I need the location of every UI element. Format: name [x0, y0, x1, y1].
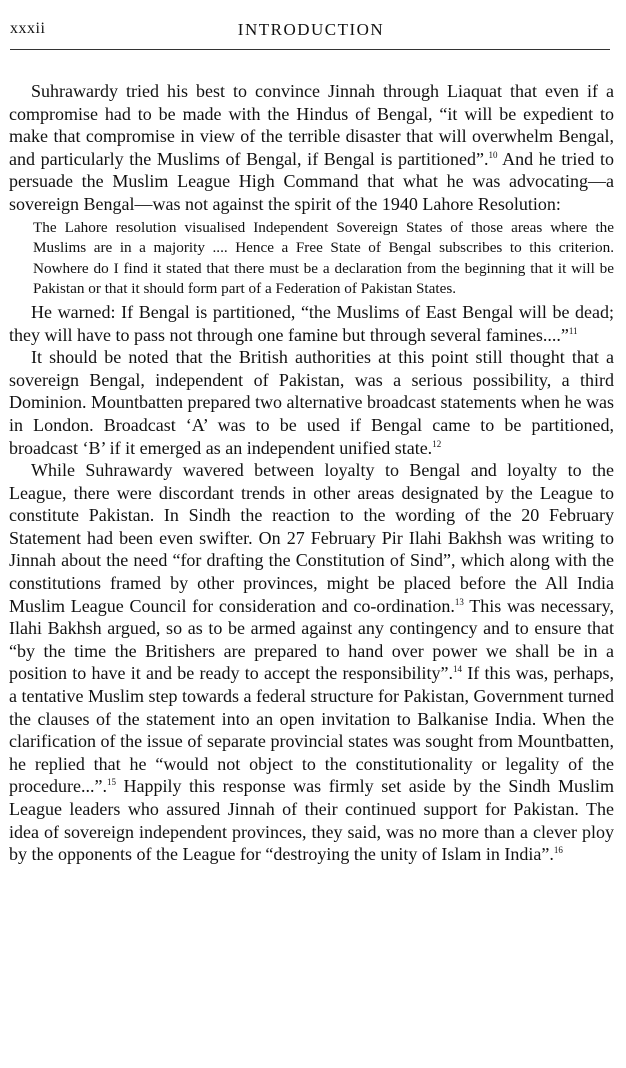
- paragraph-4: [9, 459, 614, 866]
- page-number: xxxii: [10, 20, 46, 37]
- footnote-ref: 10: [488, 149, 498, 160]
- footnote-ref: 14: [452, 664, 462, 675]
- paragraph-1: [9, 80, 614, 216]
- footnote-ref: 15: [106, 777, 116, 788]
- footnote-ref: 16: [553, 845, 563, 856]
- paragraph-text: Suhrawardy tried his best to convince Jinnah through Liaquat that even if a compromise had to be made with the Hindus of Bengal, “it will be expedient to make that compromise in view of the terrible disaster that will overwhelm Bengal, and particularly the Muslims of Bengal, if Bengal is partitioned”.: [9, 81, 614, 169]
- paragraph-text: If this was, perhaps, a tentative Muslim step towards a federal structure for Pakistan, Government turned the clauses of the statement into an open invitation to Balkanise India. When the clarification of the issue of separate provincial states was sought from Mountbatten, he replied that he “would not object to the constitutionality or legality of the procedure...”.: [9, 663, 614, 797]
- page-body: [9, 80, 614, 866]
- block-quote: The Lahore resolution visualised Independent Sovereign States of those areas where the Muslims are in a majority .... Hence a Free State of Bengal subscribes to this criterion. Nowhere do I find it stated that there must be a declaration from the beginning that it will be Pakistan or that it should form part of a Federation of Pakistan States.: [33, 218, 614, 298]
- header-rule: [10, 49, 610, 50]
- paragraph-text: He warned: If Bengal is partitioned, “the Muslims of East Bengal will be dead; they will have to pass not through one famine but through several famines....”: [9, 301, 614, 345]
- running-head: INTRODUCTION: [237, 20, 385, 39]
- paragraph-text: While Suhrawardy wavered between loyalty to Bengal and loyalty to the League, there were discordant trends in other areas designated by the League to constitute Pakistan. In Sindh the reaction to the wording of the 20 February Statement had been even swifter. On 27 February Pir Ilahi Bakhsh was writing to Jinnah about the need “for drafting the Constitution of Sind”, which along with the constitutions framed by other provinces, might be placed before the All India Muslim League Council for consideration and co-ordination.: [9, 460, 614, 616]
- paragraph-text: Happily this response was firmly set aside by the Sindh Muslim League leaders who assured Jinnah of their continued support for Pakistan. The idea of sovereign independent provinces, they said, was no more than a clever ploy by the opponents of the League for “destroying the unity of Islam in India”.: [9, 776, 614, 865]
- paragraph-2: [9, 301, 614, 346]
- page-header: [10, 14, 612, 40]
- paragraph-3: [9, 346, 614, 459]
- footnote-ref: 12: [432, 438, 442, 449]
- paragraph-text: This was necessary, Ilahi Bakhsh argued, so as to be armed against any contingency and to ensure that “by the time the Britishers are prepared to hand over power we shall be in a position to have it and be ready to accept the responsibility”.: [9, 595, 615, 684]
- footnote-ref: 11: [568, 325, 578, 336]
- paragraph-text: It should be noted that the British authorities at this point still thought that a sovereign Bengal, independent of Pakistan, was a serious possibility, a third Dominion. Mountbatten prepared two alternative broadcast statements when he was in London. Broadcast ‘A’ was to be used if Bengal came to be partitioned, broadcast ‘B’ if it emerged as an independent unified state.: [9, 347, 614, 458]
- paragraph-text: And he tried to persuade the Muslim League High Command that what he was advocating—a sovereign Bengal—was not against the spirit of the 1940 Lahore Resolution:: [9, 148, 614, 214]
- footnote-ref: 13: [454, 596, 464, 607]
